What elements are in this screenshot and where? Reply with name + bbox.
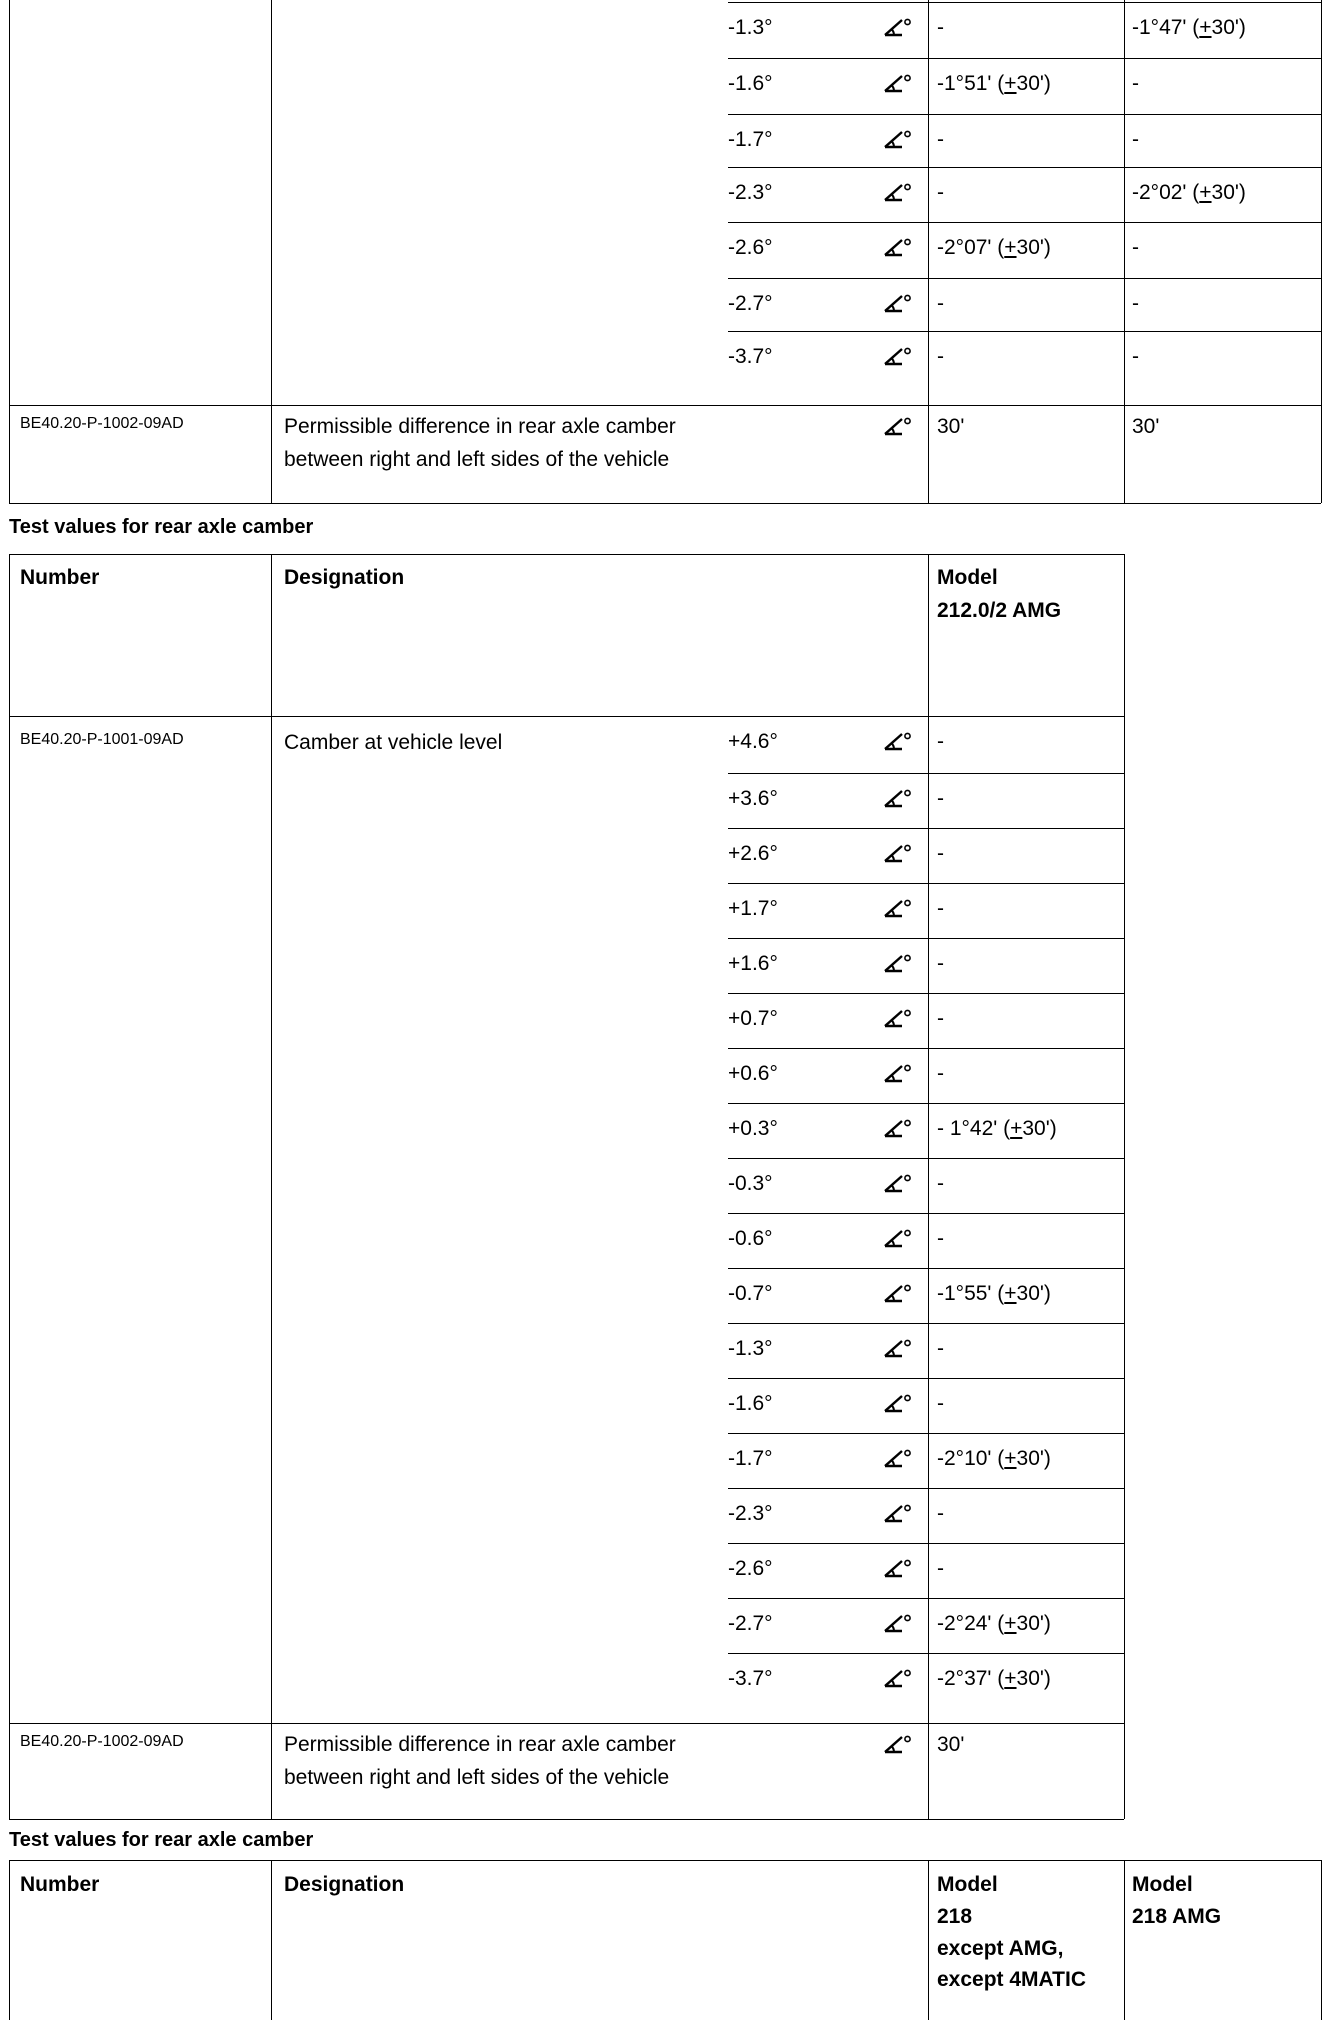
model2-value: - bbox=[1132, 236, 1139, 259]
table1-left-border bbox=[9, 0, 10, 503]
camber-angle-icon bbox=[882, 1282, 912, 1304]
setting-value: -1.7° bbox=[728, 128, 773, 151]
header-designation: Designation bbox=[284, 1873, 405, 1896]
model-value: - bbox=[937, 1337, 944, 1360]
row-divider bbox=[728, 331, 1321, 332]
setting-value: +0.3° bbox=[728, 1117, 778, 1140]
camber-angle-icon bbox=[882, 292, 912, 314]
model2-value: - bbox=[1132, 292, 1139, 315]
diff-designation-line1: Permissible difference in rear axle camber bbox=[284, 1733, 676, 1756]
row-divider bbox=[728, 1543, 1124, 1544]
table3-col-divider bbox=[928, 1860, 929, 2020]
camber-angle-icon bbox=[882, 345, 912, 367]
setting-value: +4.6° bbox=[728, 730, 778, 753]
header-model-1-code: 218 bbox=[937, 1905, 973, 1928]
angle-icon-cell bbox=[882, 181, 912, 208]
setting-value: +1.6° bbox=[728, 952, 778, 975]
header-model-2-code: 218 AMG bbox=[1132, 1905, 1222, 1928]
diff-number: BE40.20-P-1002-09AD bbox=[20, 1733, 184, 1750]
table1-col-divider bbox=[1124, 0, 1125, 503]
angle-icon-cell bbox=[882, 1172, 912, 1199]
row-divider bbox=[728, 1323, 1124, 1324]
camber-angle-icon bbox=[882, 1117, 912, 1139]
row-divider bbox=[728, 1103, 1124, 1104]
camber-angle-icon bbox=[882, 1337, 912, 1359]
model1-value: - bbox=[937, 292, 944, 315]
row-divider bbox=[728, 114, 1321, 115]
angle-icon-cell bbox=[882, 1282, 912, 1309]
model-value: -2°24' (+30') bbox=[937, 1612, 1051, 1635]
angle-icon-cell bbox=[882, 1062, 912, 1089]
setting-value: -3.7° bbox=[728, 1667, 773, 1690]
model-value: - bbox=[937, 842, 944, 865]
header-model-1-note2: except 4MATIC bbox=[937, 1968, 1086, 1991]
angle-icon-cell bbox=[882, 897, 912, 924]
model2-value: -2°02' (+30') bbox=[1132, 181, 1246, 204]
setting-value: -1.7° bbox=[728, 1447, 773, 1470]
model1-value: - bbox=[937, 345, 944, 368]
model2-value: - bbox=[1132, 128, 1139, 151]
camber-angle-icon bbox=[882, 1733, 912, 1755]
model1-value: -1°51' (+30') bbox=[937, 72, 1051, 95]
diff-model-value: 30' bbox=[937, 1733, 965, 1756]
table1-col-divider bbox=[271, 0, 272, 503]
angle-icon-cell bbox=[882, 1117, 912, 1144]
row-divider bbox=[728, 1213, 1124, 1214]
model-value: - bbox=[937, 897, 944, 920]
table2-col-divider bbox=[928, 554, 929, 1819]
model1-value: - bbox=[937, 16, 944, 39]
table1-col-divider bbox=[928, 0, 929, 503]
header-model-1: Model bbox=[937, 1873, 998, 1896]
setting-value: +0.7° bbox=[728, 1007, 778, 1030]
model-value: -2°37' (+30') bbox=[937, 1667, 1051, 1690]
angle-icon-cell bbox=[882, 415, 912, 442]
diff-designation-line1: Permissible difference in rear axle camber bbox=[284, 415, 676, 438]
camber-angle-icon bbox=[882, 181, 912, 203]
angle-icon-cell bbox=[882, 16, 912, 43]
model2-value: - bbox=[1132, 72, 1139, 95]
angle-icon-cell bbox=[882, 1612, 912, 1639]
header-model: Model bbox=[937, 566, 998, 589]
diff-designation-line2: between right and left sides of the vehicle bbox=[284, 1766, 670, 1789]
model-value: - bbox=[937, 1007, 944, 1030]
model-value: - bbox=[937, 1557, 944, 1580]
camber-angle-icon bbox=[882, 787, 912, 809]
model-value: - bbox=[937, 1392, 944, 1415]
camber-angle-icon bbox=[882, 415, 912, 437]
row-divider bbox=[728, 828, 1124, 829]
setting-value: -0.6° bbox=[728, 1227, 773, 1250]
table3-left-border bbox=[9, 1860, 10, 2020]
row-divider bbox=[728, 167, 1321, 168]
setting-value: -2.7° bbox=[728, 292, 773, 315]
camber-number: BE40.20-P-1001-09AD bbox=[20, 731, 184, 748]
diff-designation-line2: between right and left sides of the vehicle bbox=[284, 448, 670, 471]
header-designation: Designation bbox=[284, 566, 405, 589]
model2-value: -1°47' (+30') bbox=[1132, 16, 1246, 39]
header-number: Number bbox=[20, 566, 100, 589]
table2-bottom-border bbox=[9, 1819, 1124, 1820]
row-divider bbox=[9, 1723, 1124, 1724]
camber-angle-icon bbox=[882, 1557, 912, 1579]
table2-left-border bbox=[9, 554, 10, 1819]
camber-angle-icon bbox=[882, 842, 912, 864]
setting-value: +0.6° bbox=[728, 1062, 778, 1085]
setting-value: -1.6° bbox=[728, 72, 773, 95]
diff-model2-value: 30' bbox=[1132, 415, 1160, 438]
row-divider bbox=[728, 1433, 1124, 1434]
setting-value: -1.3° bbox=[728, 16, 773, 39]
setting-value: -1.3° bbox=[728, 1337, 773, 1360]
setting-value: +3.6° bbox=[728, 787, 778, 810]
model-value: -2°10' (+30') bbox=[937, 1447, 1051, 1470]
model-value: - 1°42' (+30') bbox=[937, 1117, 1057, 1140]
camber-angle-icon bbox=[882, 952, 912, 974]
angle-icon-cell bbox=[882, 1447, 912, 1474]
section-heading-1: Test values for rear axle camber bbox=[9, 516, 314, 538]
angle-icon-cell bbox=[882, 236, 912, 263]
model-value: - bbox=[937, 1062, 944, 1085]
setting-value: -2.3° bbox=[728, 1502, 773, 1525]
setting-value: -1.6° bbox=[728, 1392, 773, 1415]
row-divider bbox=[728, 1048, 1124, 1049]
model-value: - bbox=[937, 1502, 944, 1525]
row-divider bbox=[728, 1653, 1124, 1654]
diff-model1-value: 30' bbox=[937, 415, 965, 438]
table2-col-divider bbox=[271, 554, 272, 1819]
camber-angle-icon bbox=[882, 1172, 912, 1194]
angle-icon-cell bbox=[882, 1337, 912, 1364]
angle-icon-cell bbox=[882, 952, 912, 979]
table3-col-divider bbox=[271, 1860, 272, 2020]
row-divider bbox=[728, 1598, 1124, 1599]
row-divider bbox=[728, 1378, 1124, 1379]
camber-angle-icon bbox=[882, 730, 912, 752]
setting-value: +2.6° bbox=[728, 842, 778, 865]
model-value: - bbox=[937, 1172, 944, 1195]
setting-value: +1.7° bbox=[728, 897, 778, 920]
setting-value: -0.3° bbox=[728, 1172, 773, 1195]
setting-value: -0.7° bbox=[728, 1282, 773, 1305]
camber-angle-icon bbox=[882, 72, 912, 94]
camber-angle-icon bbox=[882, 236, 912, 258]
angle-icon-cell bbox=[882, 730, 912, 757]
angle-icon-cell bbox=[882, 1557, 912, 1584]
setting-value: -2.6° bbox=[728, 236, 773, 259]
angle-icon-cell bbox=[882, 1502, 912, 1529]
header-number: Number bbox=[20, 1873, 100, 1896]
row-divider bbox=[728, 883, 1124, 884]
model-value: - bbox=[937, 730, 944, 753]
model2-value: - bbox=[1132, 345, 1139, 368]
angle-icon-cell bbox=[882, 1733, 912, 1760]
angle-icon-cell bbox=[882, 292, 912, 319]
header-model-1-note: except AMG, bbox=[937, 1937, 1064, 1960]
row-divider bbox=[728, 938, 1124, 939]
angle-icon-cell bbox=[882, 1392, 912, 1419]
camber-angle-icon bbox=[882, 1227, 912, 1249]
camber-angle-icon bbox=[882, 1502, 912, 1524]
table1-top-border bbox=[728, 2, 1321, 3]
table3-right-border bbox=[1321, 1860, 1322, 2020]
table2-top-border bbox=[9, 554, 1124, 555]
model-value: - bbox=[937, 952, 944, 975]
model1-value: -2°07' (+30') bbox=[937, 236, 1051, 259]
camber-angle-icon bbox=[882, 1667, 912, 1689]
model1-value: - bbox=[937, 181, 944, 204]
model1-value: - bbox=[937, 128, 944, 151]
angle-icon-cell bbox=[882, 1007, 912, 1034]
angle-icon-cell bbox=[882, 842, 912, 869]
setting-value: -3.7° bbox=[728, 345, 773, 368]
angle-icon-cell bbox=[882, 128, 912, 155]
camber-angle-icon bbox=[882, 1007, 912, 1029]
camber-angle-icon bbox=[882, 1447, 912, 1469]
table3-top-border bbox=[9, 1860, 1321, 1861]
diff-number: BE40.20-P-1002-09AD bbox=[20, 415, 184, 432]
model-value: - bbox=[937, 787, 944, 810]
model-value: - bbox=[937, 1227, 944, 1250]
header-model-2: Model bbox=[1132, 1873, 1193, 1896]
camber-angle-icon bbox=[882, 1392, 912, 1414]
camber-angle-icon bbox=[882, 16, 912, 38]
angle-icon-cell bbox=[882, 1227, 912, 1254]
angle-icon-cell bbox=[882, 787, 912, 814]
row-divider bbox=[728, 993, 1124, 994]
table1-right-border bbox=[1321, 0, 1322, 503]
angle-icon-cell bbox=[882, 345, 912, 372]
header-divider bbox=[9, 716, 1124, 717]
row-divider bbox=[728, 1268, 1124, 1269]
camber-angle-icon bbox=[882, 897, 912, 919]
setting-value: -2.7° bbox=[728, 1612, 773, 1635]
angle-icon-cell bbox=[882, 1667, 912, 1694]
row-divider bbox=[728, 1488, 1124, 1489]
table1-bottom-border bbox=[9, 503, 1321, 504]
setting-value: -2.3° bbox=[728, 181, 773, 204]
setting-value: -2.6° bbox=[728, 1557, 773, 1580]
camber-angle-icon bbox=[882, 1612, 912, 1634]
row-divider bbox=[9, 405, 1321, 406]
header-model-code: 212.0/2 AMG bbox=[937, 599, 1062, 622]
row-divider bbox=[728, 58, 1321, 59]
row-divider bbox=[728, 278, 1321, 279]
camber-angle-icon bbox=[882, 1062, 912, 1084]
section-heading-2: Test values for rear axle camber bbox=[9, 1829, 314, 1851]
table3-col-divider bbox=[1124, 1860, 1125, 2020]
row-divider bbox=[728, 222, 1321, 223]
camber-angle-icon bbox=[882, 128, 912, 150]
table2-right-border bbox=[1124, 554, 1125, 1819]
row-divider bbox=[728, 1158, 1124, 1159]
angle-icon-cell bbox=[882, 72, 912, 99]
camber-designation: Camber at vehicle level bbox=[284, 731, 503, 754]
row-divider bbox=[728, 773, 1124, 774]
model-value: -1°55' (+30') bbox=[937, 1282, 1051, 1305]
